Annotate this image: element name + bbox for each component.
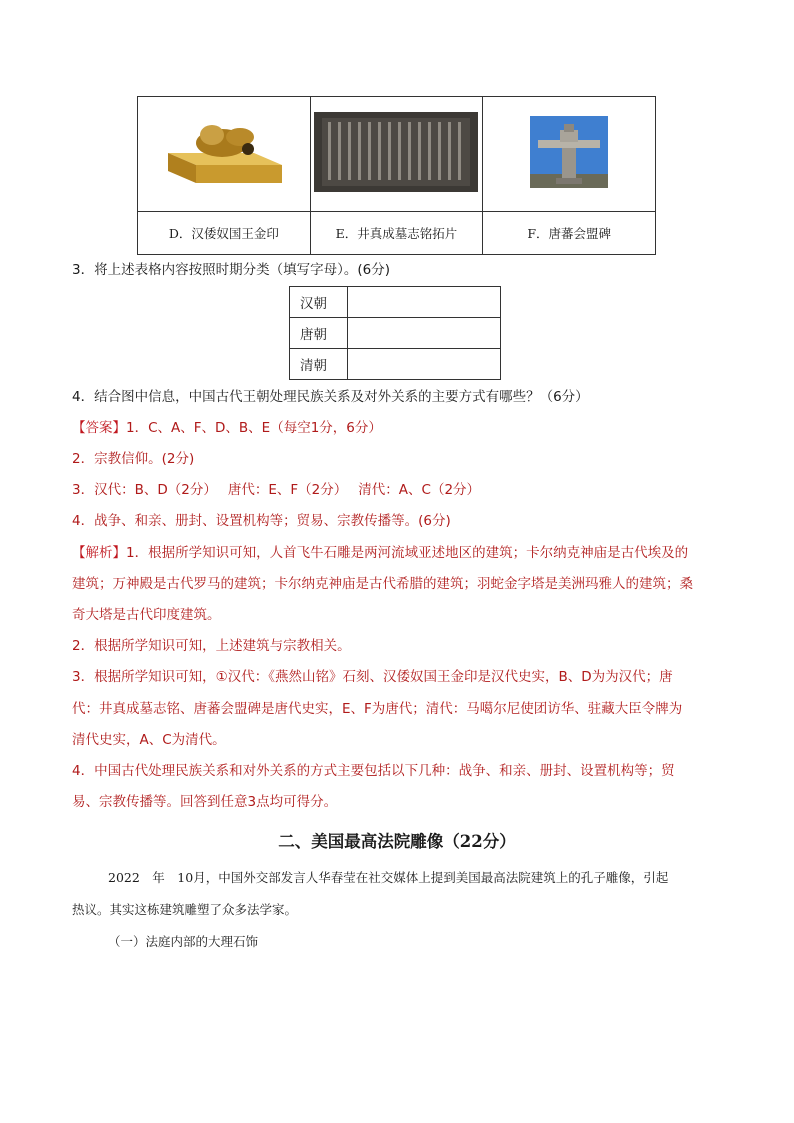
answer-tag: 【答案】 [72,420,126,436]
analysis-line-1 [72,543,688,563]
analysis-line-3b: 代：井真成墓志铭、唐蕃会盟碑是唐代史实，E、F为唐代；清代：马噶尔尼使团访华、驻藏大臣令牌为 [72,701,683,717]
stone-stele-cell [483,97,656,212]
answer-line-1 [72,418,382,438]
analysis-line-2: 2．根据所学知识可知，上述建筑与宗教相关。 [72,638,351,654]
caption-gold-seal: D．汉倭奴国王金印 [138,212,311,255]
answer-line-4: 4．战争、和亲、册封、设置机构等；贸易、宗教传播等。(6分) [72,513,451,529]
gold-seal-image [162,119,286,185]
epitaph-rubbing-image [312,110,480,194]
caption-stone-stele: F．唐蕃会盟碑 [483,212,656,255]
analysis-line-1b: 建筑；万神殿是古代罗马的建筑；卡尔纳克神庙是古代希腊的建筑；羽蛇金字塔是美洲玛雅人的建筑；桑 [72,576,693,592]
classify-label-qing: 清朝 [290,349,348,380]
gold-seal-cell [138,97,311,212]
subsection-title: （一）法庭内部的大理石饰 [108,934,259,949]
classify-label-han: 汉朝 [290,287,348,318]
analysis-line-4a: 4．中国古代处理民族关系和对外关系的方式主要包括以下几种：战争、和亲、册封、设置机构等；贸 [72,763,675,779]
artifact-image-table [137,96,656,255]
stone-stele-image [530,116,608,188]
classify-blank-han[interactable] [348,287,501,318]
classify-blank-tang[interactable] [348,318,501,349]
answer-text-1: 1．C、A、F、D、B、E（每空1分，6分） [126,420,382,436]
analysis-text-1a: 1．根据所学知识可知，人首飞牛石雕是两河流域亚述地区的建筑；卡尔纳克神庙是古代埃及的 [126,545,689,561]
caption-epitaph-rubbing: E．井真成墓志铭拓片 [310,212,483,255]
answer-line-3: 3．汉代：B、D（2分） 唐代：E、F（2分） 清代：A、C（2分） [72,482,481,498]
epitaph-rubbing-cell [310,97,483,212]
intro-line-1: 2022 年 10月，中国外交部发言人华春莹在社交媒体上提到美国最高法院建筑上的孔子雕像，引起 [108,870,669,885]
question-4: 4．结合图中信息，中国古代王朝处理民族关系及对外关系的主要方式有哪些？（6分） [72,389,589,405]
analysis-line-4b: 易、宗教传播等。回答到任意3点均可得分。 [72,794,338,810]
analysis-line-3c: 清代史实，A、C为清代。 [72,732,226,748]
answer-line-2: 2．宗教信仰。(2分) [72,451,195,467]
section-heading: 二、美国最高法院雕像（22分） [278,832,516,851]
analysis-line-1c: 奇大塔是古代印度建筑。 [72,607,221,623]
analysis-line-3a: 3．根据所学知识可知，①汉代：《燕然山铭》石刻、汉倭奴国王金印是汉代史实，B、D为为汉代；唐 [72,669,673,685]
question-3: 3．将上述表格内容按照时期分类（填写字母）。(6分) [72,262,390,278]
classification-table [289,286,501,380]
intro-line-2: 热议。其实这栋建筑雕塑了众多法学家。 [72,902,298,917]
analysis-tag: 【解析】 [72,545,126,561]
classify-label-tang: 唐朝 [290,318,348,349]
classify-blank-qing[interactable] [348,349,501,380]
